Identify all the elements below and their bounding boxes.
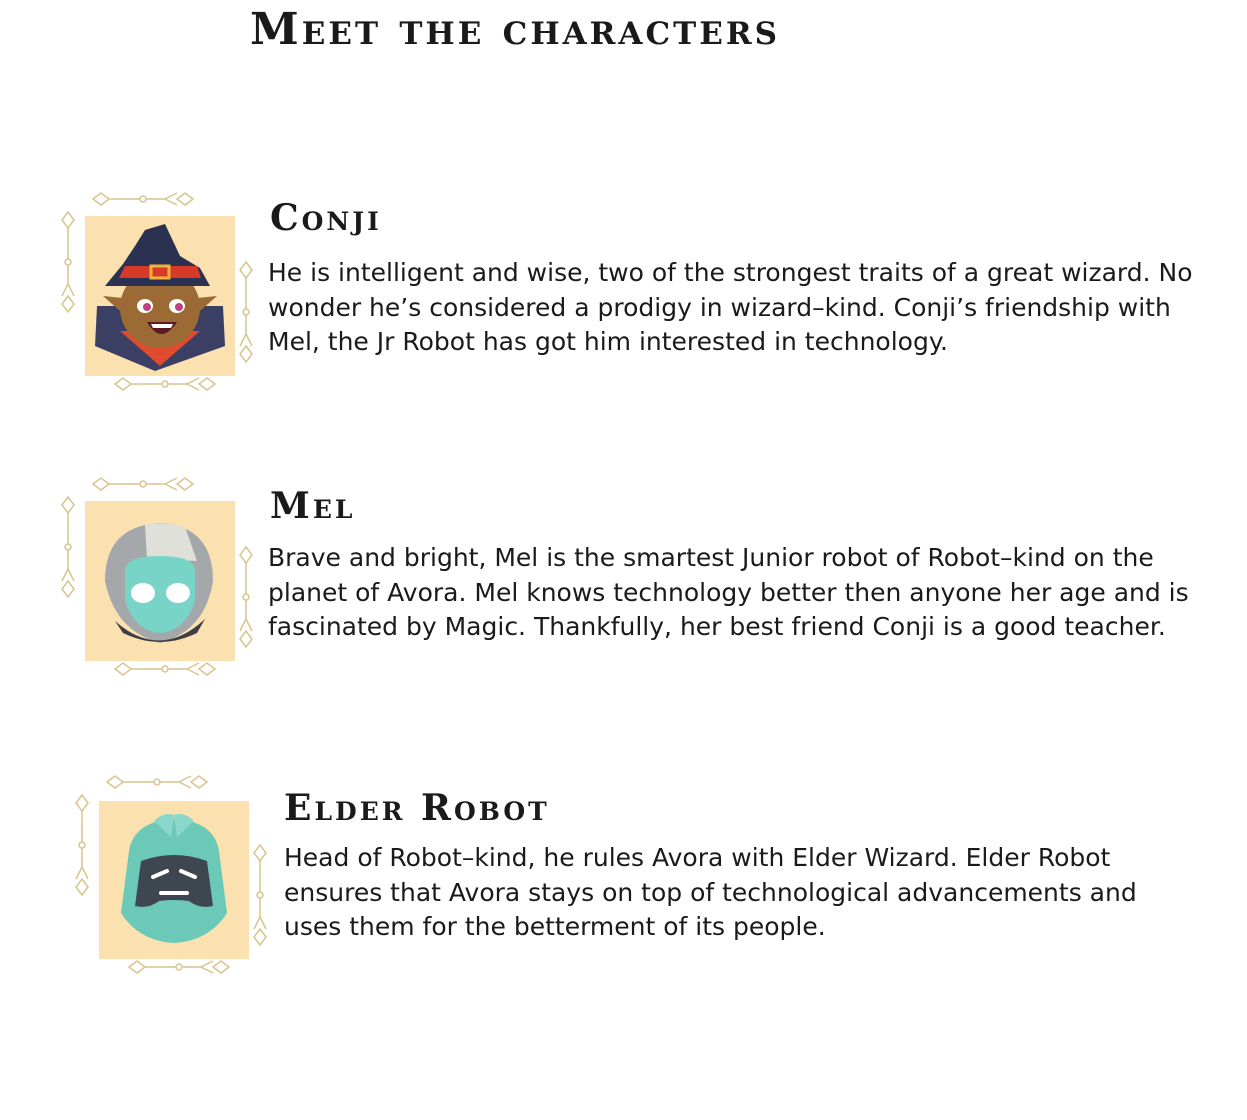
character-description: Brave and bright, Mel is the smartest Junior robot of Robot–kind on the planet of Avora. Mel knows technology better then anyone her age and is fascinated by Magic. Thankfully, her best friend Conji is a good teacher. <box>268 543 1189 641</box>
page-title: Meet the characters <box>250 4 781 55</box>
character-description: He is intelligent and wise, two of the strongest traits of a great wizard. No wonder he’s considered a prodigy in wizard–kind. Conji’s friendship with Mel, the Jr Robot has got him interested in technology. <box>268 258 1193 356</box>
character-description: Head of Robot–kind, he rules Avora with Elder Wizard. Elder Robot ensures that Avora stays on top of technological advancements and uses them for the betterment of its people. <box>284 843 1137 941</box>
junior-robot-portrait-icon <box>85 501 235 661</box>
portrait-frame <box>60 475 260 715</box>
character-name: Mel <box>270 485 356 527</box>
portrait-frame <box>74 773 274 1013</box>
character-name: Elder Robot <box>284 787 550 829</box>
portrait-frame <box>60 190 260 430</box>
elder-robot-portrait-icon <box>99 801 249 959</box>
wizard-portrait-icon <box>85 216 235 376</box>
character-name: Conji <box>270 197 382 239</box>
